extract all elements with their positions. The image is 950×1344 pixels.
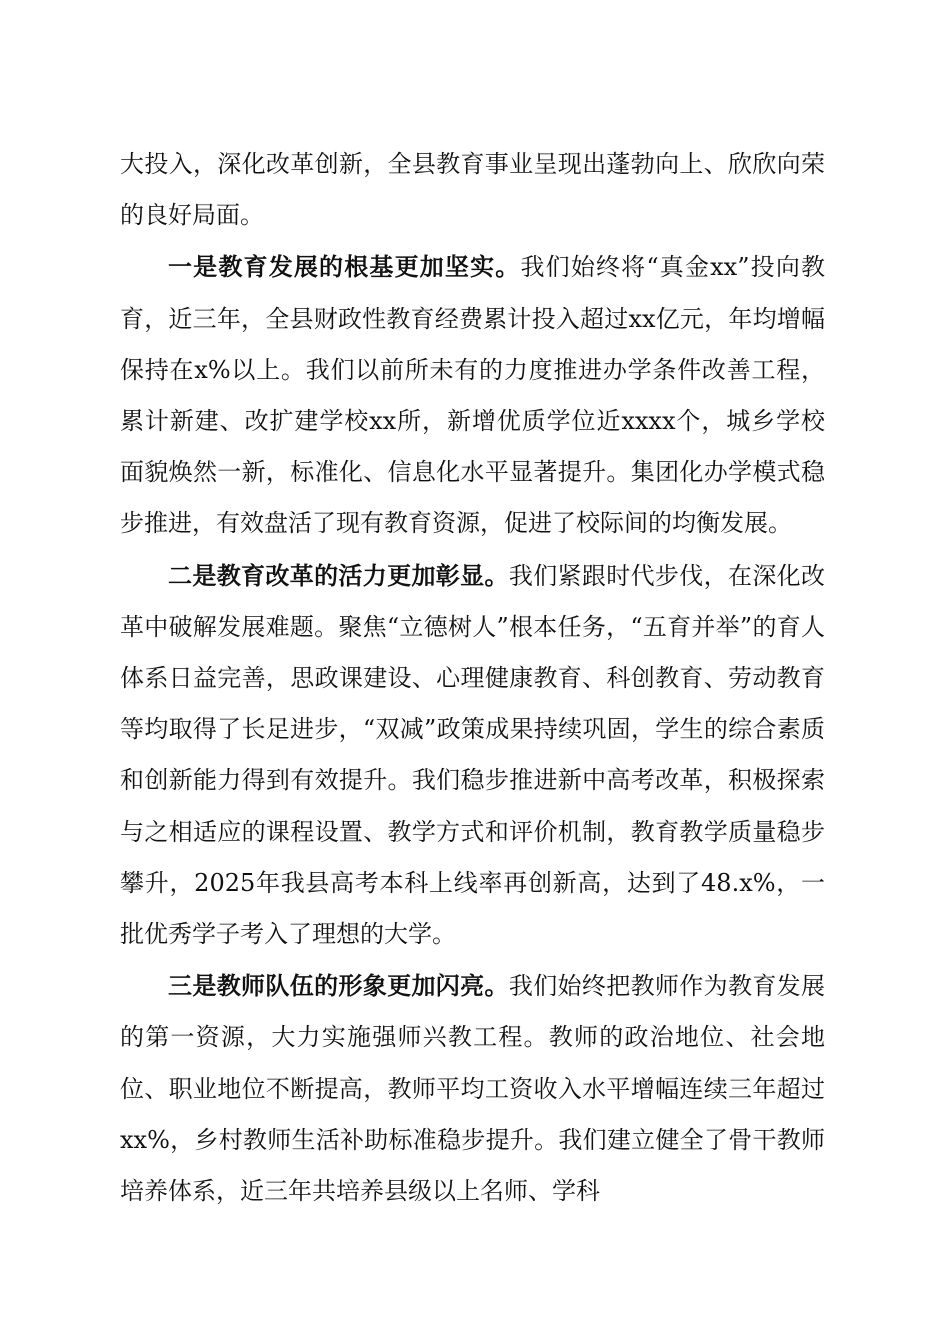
paragraph-lead: 二是教育改革的活力更加彰显。	[168, 560, 509, 590]
paragraph-education-foundation	[120, 241, 825, 549]
paragraph-text: 大投入，深化改革创新，全县教育事业呈现出蓬勃向上、欣欣向荣的良好局面。	[120, 150, 825, 230]
paragraph-text: 我们始终将“真金xx”投向教育，近三年，全县财政性教育经费累计投入超过xx亿元，年均增幅保持在x%以上。我们以前所未有的力度推进办学条件改善工程，累计新建、改扩建学校xx所，新增优质学位近xxxx个，城乡学校面貌焕然一新，标准化、信息化水平显著提升。集团化办学模式稳步推进，有效盘活了现有教育资源，促进了校际间的均衡发展。	[120, 253, 826, 538]
paragraph-continuation	[120, 139, 825, 241]
paragraph-education-reform	[120, 550, 825, 961]
paragraph-teacher-team	[120, 960, 825, 1217]
paragraph-text: 我们始终把教师作为教育发展的第一资源，大力实施强师兴教工程。教师的政治地位、社会地位、职业地位不断提高，教师平均工资收入水平增幅连续三年超过xx%，乡村教师生活补助标准稳步提升。我们建立健全了骨干教师培养体系，近三年共培养县级以上名师、学科	[120, 972, 826, 1206]
document-body	[120, 139, 825, 1217]
paragraph-lead: 三是教师队伍的形象更加闪亮。	[168, 971, 509, 1001]
paragraph-lead: 一是教育发展的根基更加坚实。	[168, 252, 521, 282]
paragraph-text: 我们紧跟时代步伐，在深化改革中破解发展难题。聚焦“立德树人”根本任务，“五育并举”的育人体系日益完善，思政课建设、心理健康教育、科创教育、劳动教育等均取得了长足进步，“双减”政策成果持续巩固，学生的综合素质和创新能力得到有效提升。我们稳步推进新中高考改革，积极探索与之相适应的课程设置、教学方式和评价机制，教育教学质量稳步攀升，2025年我县高考本科上线率再创新高，达到了48.x%，一批优秀学子考入了理想的大学。	[120, 561, 826, 949]
